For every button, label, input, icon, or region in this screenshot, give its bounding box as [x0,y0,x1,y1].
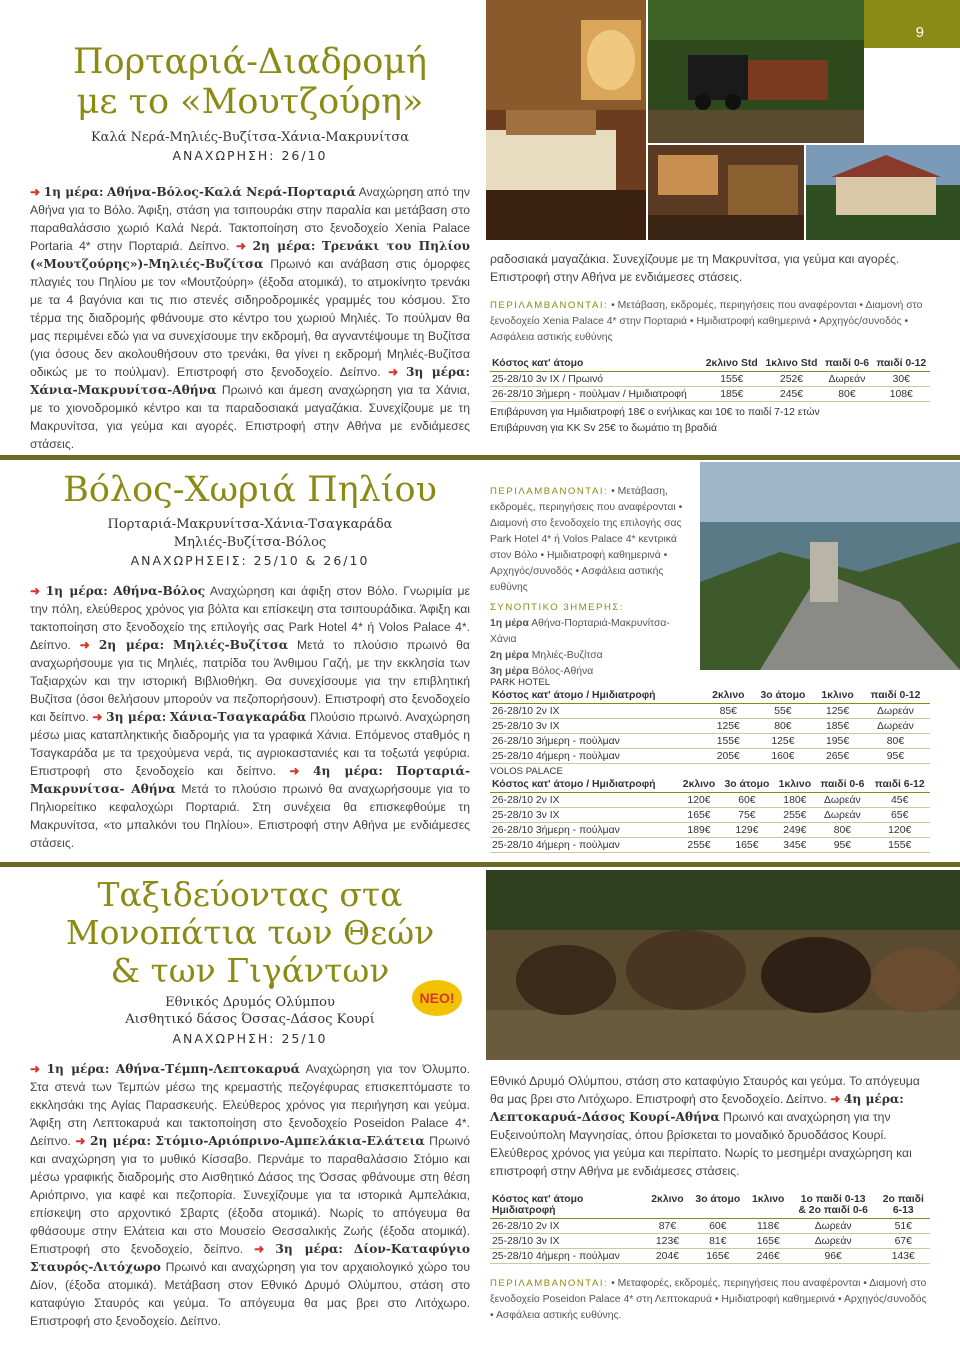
day-text: Μετά το πλούσιο πρωινό θα αναχωρήσουμε για τις Μηλιές, πατρίδα του Άνθιμου Γαζή, με την εκκλησία των Ταξιαρχών και την ιστορική Βιβλιοθήκη. Θα συνεχίσουμε για την επιβλητική Βυζίτσα (όσοι θελήσουν μπορούν να πεζοπορήσουν). Επιστροφή στο ξενοδοχείο και δείπνο. [30,638,470,725]
table-cell: 26-28/10 2ν ΙΧ [490,704,705,719]
day-text: Αναχώρηση από την Αθήνα για το Βόλο. Άφιξη, στάση για τσιπουράκι στην παραλία και μετάβαση στο παραθαλάσσιο χωριό Καλά Νερά. Τακτοποίηση στο ξενοδοχείο Xenia Palace Portaria 4* στην Πορταριά. Δείπνο. [30,185,471,254]
summary-item [490,616,695,648]
section2-itinerary [30,582,470,852]
table-header: παιδί 0-6 [821,356,872,372]
arrow-icon: ➜ [30,584,41,599]
section3-title-line1: Ταξιδεύοντας στα [97,875,403,914]
section3-price-table [490,1192,930,1264]
day-text: Αναχώρηση και άφιξη στον Βόλο. Γνωριμία με την πόλη, ελεύθερος χρόνος για βόλτα και επίσκεψη στα τσιπουράδικα. Άφιξη και τακτοποίηση στο ξενοδοχείο της επιλογής σας Park Hotel 4* ή Volos Palace 4*. Δείπνο. [30,584,470,653]
table-cell: 155€ [702,372,762,387]
table-header: 3ο άτομο [719,777,774,793]
table-cell: 165€ [719,838,774,853]
day-title: Αθήνα-Βόλος-Καλά Νερά-Πορταριά [106,185,356,200]
table-cell: 118€ [747,1219,790,1234]
park-hotel-label: PARK HOTEL [490,677,551,688]
table-cell: 165€ [679,808,720,823]
table-cell: 85€ [705,704,752,719]
table-header [747,1205,790,1219]
table-row [490,387,930,402]
table-cell: 81€ [689,1234,747,1249]
included-label: ΠΕΡΙΛΑΜΒΑΝΟΝΤΑΙ: [490,300,609,311]
summary-day: 3η μέρα [490,666,529,677]
included-text: • Μετάβαση, εκδρομές, περιηγήσεις που αναφέρονται • Διαμονή στο ξενοδοχείο Xenia Palace 4* στην Πορταριά • Ημιδιατροφή καθημερινά • Αρχηγός/συνοδός • Ασφάλεια αστικής ευθύνης [490,300,923,343]
table-cell: Δωρεάν [821,372,872,387]
table-header: 1κλινο [752,1194,785,1205]
table-cell: 26-28/10 3ήμερη - πούλμαν / Ημιδιατροφή [490,387,702,402]
section2-summary [490,600,695,680]
table-cell: 25-28/10 4ήμερη - πούλμαν [490,838,679,853]
day-text: Πρωινό και ανάβαση στις όμορφες πλαγιές του Πηλίου με τον «Μουτζούρη» (έξοδα ατομικά), το ατμοκίνητο τρενάκι με τα 4 βαγόνια και τις πιο στενές σιδηροδρομικές γραμμές του κόσμου. Στο τέρμα της διαδρομής φθάνουμε στο κέντρο του χωριού Μηλιές. Το πούλμαν θα μας περιμένει εδώ για να συνεχίσουμε την εκδρομή, θα αγναντέψουμε τη Βυζίτσα (για όσους δεν ακολουθήσουν στο τρενάκι, θα γίνει η εκδρομή Μηλιές-Βυζίτσα οδικώς με το πούλμαν). Επιστροφή στο ξενοδοχείο. Δείπνο. [30,257,470,380]
park-hotel-table [490,688,930,764]
table-cell: 155€ [705,734,752,749]
table-row [490,749,930,764]
table-header: Κόστος κατ' άτομο / Ημιδιατροφή [490,777,679,793]
table-row [490,372,930,387]
included-label: ΠΕΡΙΛΑΜΒΑΝΟΝΤΑΙ: [490,1278,609,1289]
day-label: 4η μέρα: [312,764,383,779]
table-cell: 180€ [774,793,815,808]
section1-price-table [490,356,930,402]
section1-right-column [490,250,930,437]
table-row [490,1219,930,1234]
arrow-icon: ➜ [254,1241,265,1256]
table-cell: 95€ [815,838,869,853]
section3-included [490,1276,930,1324]
table-header: Κόστος κατ' άτομο / Ημιδιατροφή [490,688,705,704]
day-label: 3η μέρα: [405,365,471,380]
table-header: 3ο άτομο [695,1194,741,1205]
table-header: παιδί 0-12 [861,688,930,704]
table-cell: Δωρεάν [861,704,930,719]
table-cell: 165€ [747,1234,790,1249]
steam-train-photo [648,0,864,143]
day-label: 1η μέρα: [46,1061,110,1076]
section2-info [490,484,695,680]
summary-day: 1η μέρα [490,618,529,629]
table-cell: 120€ [869,823,930,838]
table-cell: 125€ [705,719,752,734]
day-title: Πορταριά-Μακρυνίτσα- Αθήνα [30,764,470,797]
table-cell: 245€ [762,387,822,402]
table-cell: 96€ [790,1249,877,1264]
section1-note2: Επιβάρυνση για ΚΚ Sv 25€ το δωμάτιο τη βραδιά [490,423,717,434]
table-cell: 120€ [679,793,720,808]
table-header: Κόστος κατ' άτομο [490,356,702,372]
table-cell: 60€ [689,1219,747,1234]
arrow-icon: ➜ [75,1133,86,1148]
day-title: Χάνια-Μακρυνίτσα-Αθήνα [30,383,217,398]
table-cell: 160€ [752,749,815,764]
day-label: 4η μέρα: [843,1092,904,1106]
table-cell: 252€ [762,372,822,387]
table-header: Ημιδιατροφή [490,1205,646,1219]
table-header: παιδί 0-6 [815,777,869,793]
table-row [490,793,930,808]
section3-itinerary [30,1060,471,1328]
table-header: 1ο παιδί 0-13 [800,1194,866,1205]
table-header: παιδί 0-12 [873,356,930,372]
day-title: Στόμιο-Αριόπρινο-Αμπελάκια-Ελάτεια [155,1133,425,1148]
table-cell: 25-28/10 4ήμερη - πούλμαν [490,1249,646,1264]
table-cell: 26-28/10 2ν ΙΧ [490,1219,646,1234]
table-cell: 108€ [873,387,930,402]
new-badge: ΝΕΟ! [412,980,462,1016]
table-cell: 55€ [752,704,815,719]
day-text: Πρωινό και άμεση αναχώρηση για τα Χάνια, με το χιονοδρομικό κέντρο και τα παραδοσιακά μαγαζάκια. Συνεχίζουμε με τη Μακρυνίτσα, για γεύμα και αγορές. Επιστροφή στην Αθήνα με ενδιάμεσες στάσεις. [30,383,470,452]
volos-palace-table [490,777,930,853]
section-divider [0,862,960,867]
section1-title-line2: με το «Μουτζούρη» [76,82,424,123]
section1-continued-text: ραδοσιακά μαγαζάκια. Συνεχίζουμε με τη Μακρυνίτσα, για γεύμα και αγορές. Επιστροφή στην Αθήνα με ενδιάμεσες στάσεις. [490,252,900,284]
table-cell: 195€ [814,734,861,749]
included-text: • Μεταφορές, εκδρομές, περιηγήσεις που αναφέρονται • Διαμονή στο ξενοδοχείο Poseidon Palace 4* στη Λεπτοκαρυά • Ημιδιατροφή καθημερινά • Αρχηγός/συνοδός • Ασφάλεια αστικής ευθύνης. [490,1278,927,1321]
section2-departure: ΑΝΑΧΩΡΗΣΕΙΣ: 25/10 & 26/10 [130,553,370,569]
table-cell: 345€ [774,838,815,853]
table-header [646,1205,689,1219]
table-cell: 25-28/10 3ν ΙΧ [490,1234,646,1249]
table-cell: 80€ [815,823,869,838]
table-header: 6-13 [877,1205,930,1219]
day-text: Πλούσιο πρωινό. Αναχώρηση μέσω μιας καταπληκτικής διαδρομής για τα γραφικά Χάνια. Επόμενος σταθμός η Τσαγκαράδα με τα τρεχούμενα νερά, τις αγριοκαστανιές και τα τοξωτά γεφύρια. Επιστροφή στο ξενοδοχείο και δείπνο. [30,710,470,779]
section1-departure: ΑΝΑΧΩΡΗΣΗ: 26/10 [172,148,328,164]
table-header: 1κλινο Std [762,356,822,372]
table-cell: 80€ [821,387,872,402]
page-number: 9 [915,24,924,41]
day-title: Τρενάκι του Πηλίου («Μουτζούρης»)-Μηλιές-Βυζίτσα [30,239,471,272]
day-title: Αθήνα-Βόλος [113,584,206,599]
hotel-exterior-photo [806,145,960,240]
table-cell: 204€ [646,1249,689,1264]
table-cell: 60€ [719,793,774,808]
table-header: 2κλινο [679,777,720,793]
table-cell: 25-28/10 4ήμερη - πούλμαν [490,749,705,764]
arrow-icon: ➜ [30,185,41,200]
section1-route: Καλά Νερά-Μηλιές-Βυζίτσα-Χάνια-Μακρυνίτσα [90,129,410,145]
table-header: παιδί 6-12 [869,777,930,793]
section3-continued [490,1072,930,1180]
table-cell: 67€ [877,1234,930,1249]
table-cell: 129€ [719,823,774,838]
day-label: 2η μέρα: [252,239,316,254]
table-row [490,734,930,749]
arrow-icon: ➜ [92,710,103,725]
summary-text: Μηλιές-Βυζίτσα [531,650,603,661]
section2-route-line2: Μηλιές-Βυζίτσα-Βόλος [173,534,327,550]
table-header: 1κλινο [814,688,861,704]
day-title: Αθήνα-Τέμπη-Λεπτοκαρυά [115,1061,300,1076]
day-text: Μετά το πλούσιο πρωινό θα αναχωρήσουμε για το Πηλιορείτικο κεφαλοχώρι Πορταριά. Στη συνέχεια θα επισκεφθούμε τη Μακρυνίτσα, «το μπαλκόνι του Πηλίου». Επιστροφή στην Αθήνα με ενδιάμεσες στάσεις. [30,782,470,851]
included-label: ΠΕΡΙΛΑΜΒΑΝΟΝΤΑΙ: [490,486,609,497]
table-row [490,1249,930,1264]
section1-note1: Επιβάρυνση για Ημιδιατροφή 18€ ο ενήλικας και 10€ το παιδί 7-12 ετών [490,407,820,418]
table-cell: 249€ [774,823,815,838]
section3-route-line1: Εθνικός Δρυμός Ολύμπου [165,994,335,1010]
section3-title-line2: Μονοπάτια των Θεών [65,912,435,952]
arrow-icon: ➜ [30,1061,41,1076]
table-header: 2ο παιδί [882,1194,924,1205]
summary-day: 2η μέρα [490,650,529,661]
day-title: Μηλιές-Βυζίτσα [173,638,289,653]
section3-route-line2: Αισθητικό δάσος Όσσας-Δάσος Κουρί [125,1012,375,1028]
table-cell: 143€ [877,1249,930,1264]
table-cell: 87€ [646,1219,689,1234]
arrow-icon: ➜ [79,638,90,653]
table-cell: Δωρεάν [815,808,869,823]
table-cell: 185€ [702,387,762,402]
table-header: 1κλινο [774,777,815,793]
table-row [490,838,930,853]
table-cell: 26-28/10 3ήμερη - πούλμαν [490,823,679,838]
table-header [689,1205,747,1219]
table-cell: 125€ [814,704,861,719]
table-cell: Δωρεάν [790,1219,877,1234]
lobby-photo [648,145,804,240]
day-label: 2η μέρα: [98,638,165,653]
table-cell: 65€ [869,808,930,823]
section3 [30,875,471,1328]
table-header: 3ο άτομο [752,688,815,704]
table-cell: 185€ [814,719,861,734]
section-divider [0,455,960,460]
table-cell: Δωρεάν [790,1234,877,1249]
table-header: & 2ο παιδί 0-6 [790,1205,877,1219]
table-header: 2κλινο Std [702,356,762,372]
day-label: 1η μέρα: [43,185,104,200]
section3-right-column [490,1072,930,1324]
table-header: Κόστος κατ' άτομο [492,1194,584,1205]
day-title: Χάνια-Τσαγκαράδα [169,710,307,725]
table-cell: 51€ [877,1219,930,1234]
table-cell: 255€ [679,838,720,853]
section3-title-line3: & των Γιγάντων [110,950,390,990]
table-cell: 123€ [646,1234,689,1249]
table-cell: 75€ [719,808,774,823]
day-text: Πρωινό και αναχώρηση για τον αρχαιολογικό χώρο του Δίον, (έξοδα ατομικά). Μετάβαση στον Εθνικό Δρυμό Ολύμπου, στάση στο καταφύγιο Σταυρός και γεύμα. Το απόγευμα θα μας βρει στο Λιτόχωρο. Επιστροφή στο ξενοδοχείο. Δείπνο. [30,1259,470,1328]
pelion-village-photo [700,462,960,670]
table-row [490,1234,930,1249]
table-cell: 155€ [869,838,930,853]
summary-text: Αθήνα-Πορταριά-Μακρυνίτσα-Χάνια [490,618,670,645]
table-cell: 45€ [869,793,930,808]
table-cell: 25-28/10 3ν ΙΧ / Πρωινό [490,372,702,387]
table-header: 2κλινο [651,1194,684,1205]
table-header: 2κλινο [705,688,752,704]
table-cell: 246€ [747,1249,790,1264]
included-text: • Μετάβαση, εκδρομές, περιηγήσεις που αναφέρονται • Διαμονή στο ξενοδοχείο της επιλογής σας Park Hotel 4* ή Volos Palace 4* κεντρικά στον Βόλο • Ημιδιατροφή καθημερινά • Αρχηγός/συνοδός • Ασφάλεια αστικής ευθύνης [490,486,683,593]
table-cell: 80€ [752,719,815,734]
day-label: 3η μέρα: [106,710,167,725]
section1-itinerary [30,183,471,452]
table-cell: 165€ [689,1249,747,1264]
table-row [490,823,930,838]
day-text: Αναχώρηση για τον Όλυμπο. Στα στενά των Τεμπών μέσω της κρεμαστής πεζογέφυρας επισκεπτόμαστε το εκκλησάκι της Αγίας Παρασκευής. Ελεύθερος χρόνος για περιήγηση και γεύμα. Άφιξη στη Λεπτοκαρυά και τακτοποίηση στο ξενοδοχείο Poseidon Palace 4*. Δείπνο. [30,1061,471,1148]
section1 [30,42,471,452]
volos-palace-label: VOLOS PALACE [490,766,563,777]
summary-item [490,648,695,664]
section2-tables [490,673,930,853]
section2 [30,470,470,852]
table-cell: 26-28/10 3ήμερη - πούλμαν [490,734,705,749]
table-cell: Δωρεάν [861,719,930,734]
table-cell: 255€ [774,808,815,823]
table-cell: 30€ [873,372,930,387]
day-label: 3η μέρα: [275,1241,343,1256]
day-text: Πρωινό και αναχώρηση για την Ευξεινούπολη Μαγνησίας, όπου βρίσκεται το μοναδικό δρυοδάσος Κουρί. Ελεύθερος χρόνος για γεύμα και περίπατο. Νωρίς το μεσημέρι αναχώρηση και επιστροφή στην Αθήνα με ενδιάμεσες στάσεις. [490,1110,912,1178]
table-cell: Δωρεάν [815,793,869,808]
day-title: Δίον-Καταφύγιο Σταυρός-Λιτόχωρο [30,1241,470,1274]
day-label: 2η μέρα: [90,1133,151,1148]
section2-included [490,484,695,596]
table-cell: 189€ [679,823,720,838]
mules-photo [486,870,960,1060]
section3-departure: ΑΝΑΧΩΡΗΣΗ: 25/10 [172,1030,328,1046]
day-text: Πρωινό και αναχώρηση για το μυθικό Κίσσαβο. Περνάμε το παραθαλάσσιο Στόμιο και μέσω γραφικής διαδρομής στο Αισθητικό Δάσος της Όσσας φθάνουμε στη θέση Αριόπρινο, για καφέ και πεζοπορία. Συνεχίζουμε για τα ιστορικά Αμπελάκια, επίσκεψη στο αρχοντικό Σβαρτς (έξοδα ατομικά). Νωρίς το απόγευμα θα φθάσουμε στην Ελάτεια και στο Μουσείο Θεσσαλικής Ζωής (έξοδα ατομικά). Επιστροφή στο ξενοδοχείο, δείπνο. [30,1133,471,1256]
arrow-icon: ➜ [830,1092,841,1106]
table-cell: 25-28/10 3ν ΙΧ [490,719,705,734]
arrow-icon: ➜ [289,764,300,779]
table-cell: 265€ [814,749,861,764]
section2-title: Βόλος-Χωριά Πηλίου [63,470,437,510]
arrow-icon: ➜ [388,365,399,380]
table-row [490,704,930,719]
summary-label: ΣΥΝΟΠΤΙΚΟ 3ΗΜΕΡΗΣ: [490,602,624,613]
table-row [490,719,930,734]
table-cell: 205€ [705,749,752,764]
section1-included [490,298,930,346]
table-cell: 25-28/10 3ν ΙΧ [490,808,679,823]
summary-text: Βόλος-Αθήνα [531,666,594,677]
table-cell: 125€ [752,734,815,749]
hotel-room-photo [486,0,646,240]
day-label: 1η μέρα: [45,584,108,599]
table-row [490,808,930,823]
section1-title-line1: Πορταριά-Διαδρομή [73,42,427,82]
arrow-icon: ➜ [235,239,247,254]
table-cell: 26-28/10 2ν ΙΧ [490,793,679,808]
page-number-tab [864,0,960,48]
table-cell: 80€ [861,734,930,749]
continued-text: Εθνικό Δρυμό Ολύμπου, στάση στο καταφύγιο Σταυρός και γεύμα. Το απόγευμα θα μας βρει στο Λιτόχωρο. Επιστροφή στο ξενοδοχείο. Δείπνο. [490,1074,920,1106]
section2-route-line1: Πορταριά-Μακρυνίτσα-Χάνια-Τσαγκαράδα [107,517,393,533]
table-cell: 95€ [861,749,930,764]
day-title: Λεπτοκαρυά-Δάσος Κουρί-Αθήνα [490,1110,720,1124]
